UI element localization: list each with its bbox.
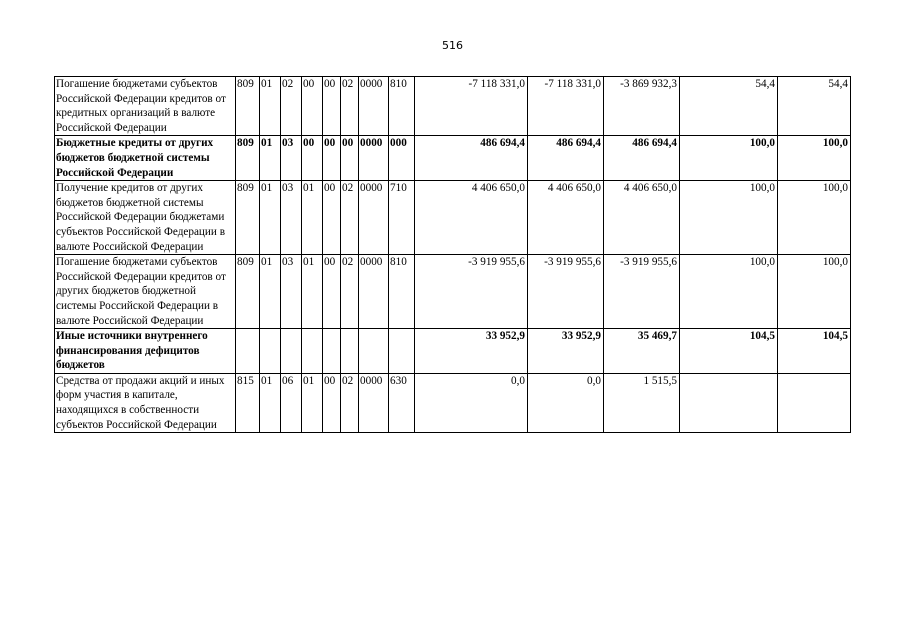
- program-code: 0000: [359, 77, 389, 136]
- percent-law-value: 100,0: [680, 136, 778, 181]
- executed-value: 486 694,4: [604, 136, 680, 181]
- percent-list-value: 104,5: [778, 329, 851, 374]
- percent-law-value: 100,0: [680, 181, 778, 255]
- subgroup-code: 03: [281, 136, 302, 181]
- approved-list-value: 486 694,4: [528, 136, 604, 181]
- program-code: 0000: [359, 136, 389, 181]
- row-description: Погашение бюджетами субъектов Российской Федерации кредитов от других бюджетов бюджетной системы Российской Федерации в валюте Российской Федерации: [55, 255, 236, 329]
- executed-value: -3 919 955,6: [604, 255, 680, 329]
- subgroup-code: 02: [281, 77, 302, 136]
- element-code: 02: [341, 255, 359, 329]
- approved-law-value: 33 952,9: [415, 329, 528, 374]
- article-code: 01: [302, 255, 323, 329]
- percent-law-value: 100,0: [680, 255, 778, 329]
- table-row: [55, 77, 851, 136]
- table-row: [55, 329, 851, 374]
- approved-law-value: 0,0: [415, 373, 528, 432]
- kosgu-code: 810: [389, 255, 415, 329]
- admin-code: 809: [236, 136, 260, 181]
- group-code: 01: [260, 373, 281, 432]
- group-code: [260, 329, 281, 374]
- kosgu-code: [389, 329, 415, 374]
- subarticle-code: 00: [323, 136, 341, 181]
- table-row: [55, 181, 851, 255]
- program-code: 0000: [359, 255, 389, 329]
- kosgu-code: 710: [389, 181, 415, 255]
- table-body: [55, 77, 851, 433]
- subgroup-code: 06: [281, 373, 302, 432]
- element-code: 02: [341, 77, 359, 136]
- approved-law-value: 486 694,4: [415, 136, 528, 181]
- subarticle-code: 00: [323, 77, 341, 136]
- admin-code: 809: [236, 255, 260, 329]
- approved-list-value: -3 919 955,6: [528, 255, 604, 329]
- table-row: [55, 373, 851, 432]
- article-code: 00: [302, 77, 323, 136]
- row-description: Получение кредитов от других бюджетов бюджетной системы Российской Федерации бюджетами субъектов Российской Федерации в валюте Российской Федерации: [55, 181, 236, 255]
- kosgu-code: 810: [389, 77, 415, 136]
- kosgu-code: 630: [389, 373, 415, 432]
- group-code: 01: [260, 77, 281, 136]
- approved-list-value: -7 118 331,0: [528, 77, 604, 136]
- percent-list-value: 100,0: [778, 181, 851, 255]
- budget-table: [54, 76, 851, 433]
- executed-value: 1 515,5: [604, 373, 680, 432]
- percent-law-value: 104,5: [680, 329, 778, 374]
- group-code: 01: [260, 255, 281, 329]
- element-code: 00: [341, 136, 359, 181]
- admin-code: 809: [236, 181, 260, 255]
- table-row: [55, 255, 851, 329]
- program-code: 0000: [359, 181, 389, 255]
- approved-list-value: 33 952,9: [528, 329, 604, 374]
- percent-law-value: [680, 373, 778, 432]
- article-code: 01: [302, 373, 323, 432]
- admin-code: 809: [236, 77, 260, 136]
- element-code: [341, 329, 359, 374]
- program-code: [359, 329, 389, 374]
- article-code: [302, 329, 323, 374]
- percent-law-value: 54,4: [680, 77, 778, 136]
- admin-code: 815: [236, 373, 260, 432]
- approved-law-value: -7 118 331,0: [415, 77, 528, 136]
- approved-law-value: 4 406 650,0: [415, 181, 528, 255]
- subgroup-code: 03: [281, 255, 302, 329]
- element-code: 02: [341, 373, 359, 432]
- executed-value: 4 406 650,0: [604, 181, 680, 255]
- article-code: 00: [302, 136, 323, 181]
- percent-list-value: [778, 373, 851, 432]
- percent-list-value: 100,0: [778, 136, 851, 181]
- group-code: 01: [260, 136, 281, 181]
- percent-list-value: 54,4: [778, 77, 851, 136]
- article-code: 01: [302, 181, 323, 255]
- subarticle-code: 00: [323, 255, 341, 329]
- element-code: 02: [341, 181, 359, 255]
- group-code: 01: [260, 181, 281, 255]
- kosgu-code: 000: [389, 136, 415, 181]
- executed-value: -3 869 932,3: [604, 77, 680, 136]
- subarticle-code: 00: [323, 181, 341, 255]
- executed-value: 35 469,7: [604, 329, 680, 374]
- row-description: Иные источники внутреннего финансирования дефицитов бюджетов: [55, 329, 236, 374]
- percent-list-value: 100,0: [778, 255, 851, 329]
- row-description: Погашение бюджетами субъектов Российской Федерации кредитов от кредитных организаций в валюте Российской Федерации: [55, 77, 236, 136]
- row-description: Средства от продажи акций и иных форм участия в капитале, находящихся в собственности субъектов Российской Федерации: [55, 373, 236, 432]
- subgroup-code: [281, 329, 302, 374]
- row-description: Бюджетные кредиты от других бюджетов бюджетной системы Российской Федерации: [55, 136, 236, 181]
- program-code: 0000: [359, 373, 389, 432]
- page-number: 516: [442, 39, 463, 52]
- table-row: [55, 136, 851, 181]
- approved-list-value: 4 406 650,0: [528, 181, 604, 255]
- admin-code: [236, 329, 260, 374]
- approved-list-value: 0,0: [528, 373, 604, 432]
- subgroup-code: 03: [281, 181, 302, 255]
- subarticle-code: 00: [323, 373, 341, 432]
- approved-law-value: -3 919 955,6: [415, 255, 528, 329]
- subarticle-code: [323, 329, 341, 374]
